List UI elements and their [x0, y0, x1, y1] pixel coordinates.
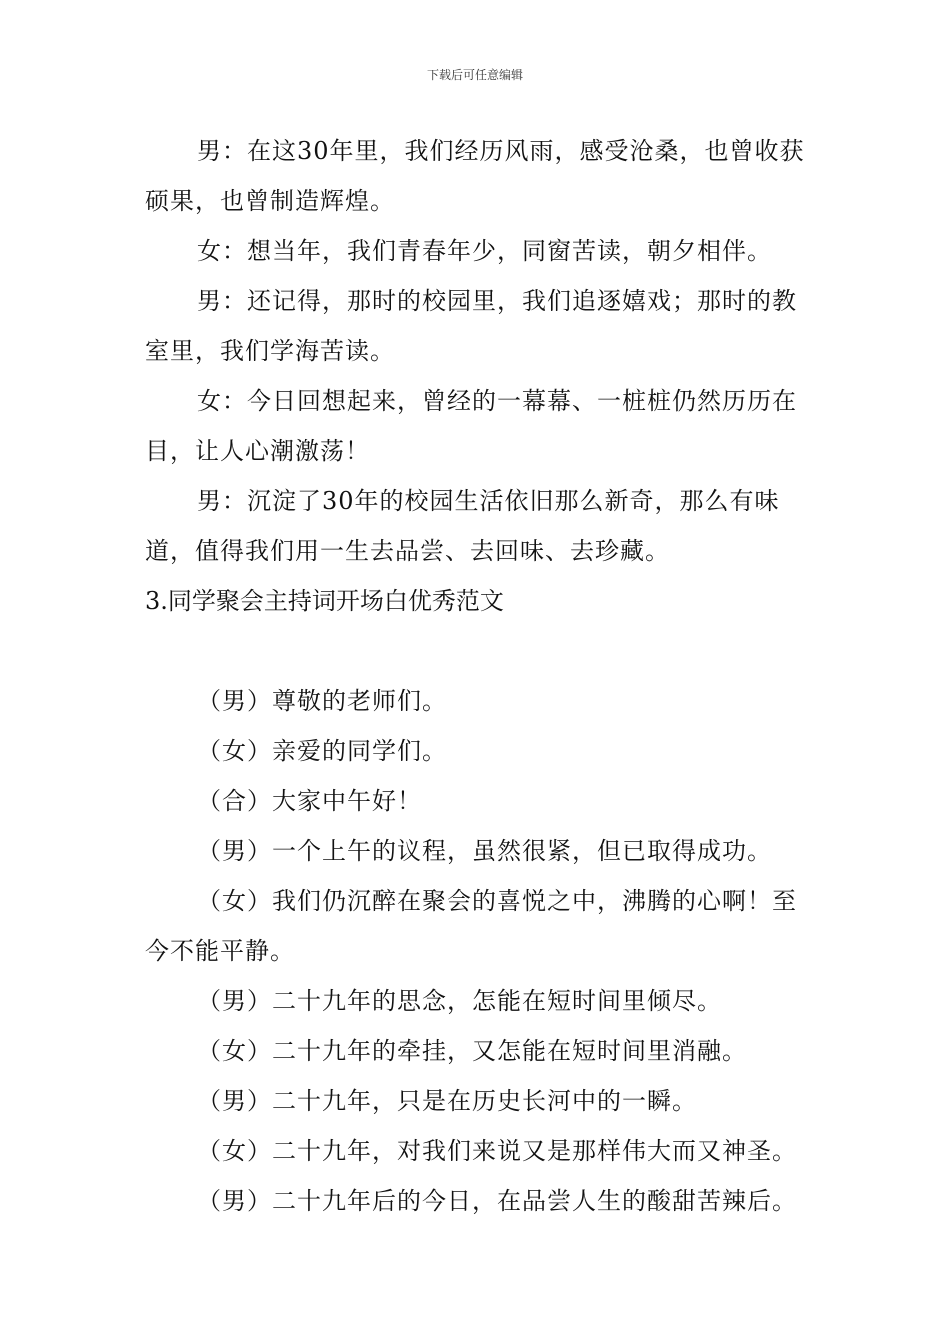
paragraph: （男）一个上午的议程，虽然很紧，但已取得成功。 [197, 837, 772, 865]
paragraph: （男）二十九年的思念，怎能在短时间里倾尽。 [197, 987, 722, 1015]
paragraph: （男）二十九年后的今日，在品尝人生的酸甜苦辣后。 [197, 1187, 797, 1215]
paragraph: （女）二十九年，对我们来说又是那样伟大而又神圣。 [197, 1137, 797, 1165]
section-heading: 3.同学聚会主持词开场白优秀范文 [145, 587, 504, 615]
paragraph: 男：在这30年里，我们经历风雨，感受沧桑，也曾收获硕果，也曾制造辉煌。 [145, 137, 805, 215]
paragraph: （女）我们仍沉醉在聚会的喜悦之中，沸腾的心啊！至今不能平静。 [145, 887, 797, 965]
page-header: 下载后可任意编辑 [426, 68, 523, 82]
spacer [145, 626, 810, 676]
paragraph: （女）亲爱的同学们。 [197, 737, 447, 765]
paragraph: （合）大家中午好！ [197, 787, 422, 815]
paragraph: （男）二十九年，只是在历史长河中的一瞬。 [197, 1087, 697, 1115]
paragraph: 女：今日回想起来，曾经的一幕幕、一桩桩仍然历历在目，让人心潮激荡！ [145, 387, 797, 465]
paragraph: 男：还记得，那时的校园里，我们追逐嬉戏；那时的教室里，我们学海苦读。 [145, 287, 797, 365]
document-body [145, 126, 810, 1226]
paragraph: （女）二十九年的牵挂，又怎能在短时间里消融。 [197, 1037, 747, 1065]
paragraph: （男）尊敬的老师们。 [197, 687, 447, 715]
paragraph: 女：想当年，我们青春年少，同窗苦读，朝夕相伴。 [197, 237, 772, 265]
paragraph: 男：沉淀了30年的校园生活依旧那么新奇，那么有味道，值得我们用一生去品尝、去回味、去珍藏。 [145, 487, 780, 565]
